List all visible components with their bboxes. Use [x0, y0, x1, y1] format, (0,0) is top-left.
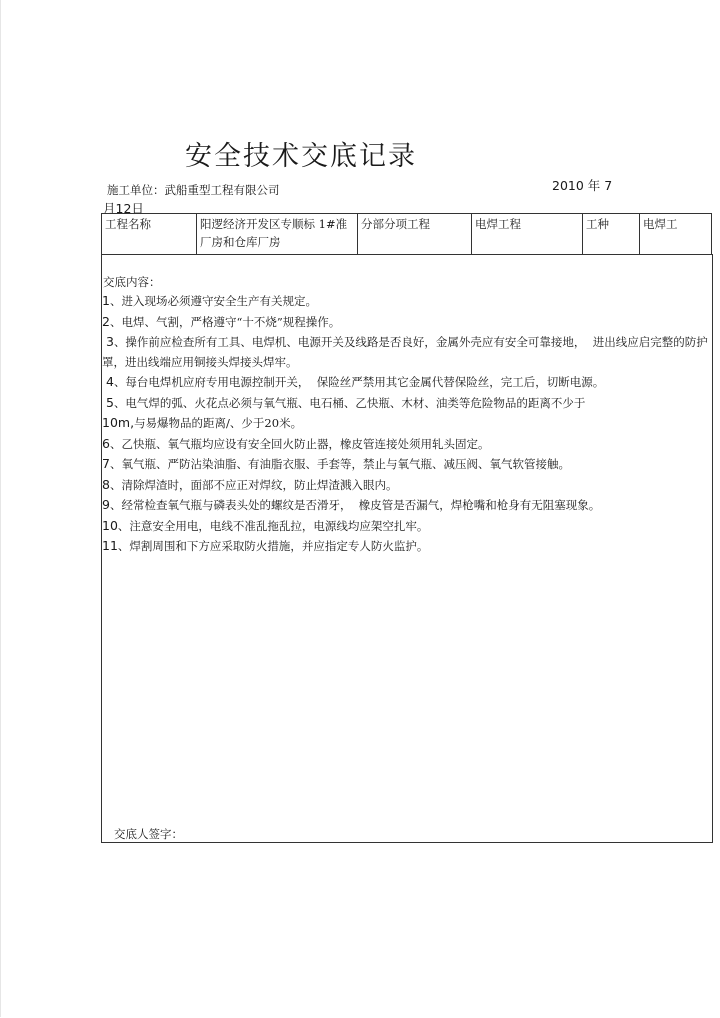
signature-label: 交底人签字： [114, 827, 183, 841]
list-item: 3、操作前应检查所有工具、电焊机、电源开关及线路是否良好，金属外壳应有安全可靠接地， 进出线应启完整的防护罩，进出线端应用铜接头焊接头焊牢。 [102, 334, 708, 369]
trade-value: 电焊工 [640, 214, 712, 255]
list-item: 4、每台电焊机应府专用电源控制开关， 保险丝严禁用其它金属代替保险丝，完工后，切断电源。 [102, 374, 605, 389]
project-name-label: 工程名称 [102, 214, 197, 255]
list-item: 2、电焊、气割，严格遵守“十不烧”规程操作。 [102, 313, 341, 329]
trade-label: 工种 [583, 214, 640, 255]
list-item: 11、焊割周围和下方应采取防火措施，并应指定专人防火监护。 [102, 538, 429, 553]
list-item: 7、氧气瓶、严防沾染油脂、有油脂衣服、手套等，禁止与氧气瓶、减压阀、氧气软管接触。 [102, 456, 570, 471]
instruction-list [102, 291, 712, 557]
header-table [101, 213, 712, 255]
project-name-value: 阳逻经济开发区专顺标 1#准厂房和仓库厂房 [197, 214, 358, 255]
sub-project-label: 分部分项工程 [358, 214, 472, 255]
list-item: 5、电气焊的弧、火花点必须与氧气瓶、电石桶、乙快瓶、木材、油类等危险物品的距离不少于 [102, 394, 586, 410]
date-day: 月12日 [103, 201, 144, 216]
list-item: 10m,与易爆物品的距离/、少于20米。 [102, 415, 303, 430]
list-item: 6、乙快瓶、氧气瓶均应设有安全回火防止器，橡皮管连接处须用轧头固定。 [102, 435, 490, 451]
content-label: 交底内容： [103, 275, 161, 289]
list-item: 9、经常检查氧气瓶与磷表头处的螺纹是否滑牙， 橡皮管是否漏气，焊枪嘴和枪身有无阻塞现象。 [102, 497, 601, 512]
sub-project-value: 电焊工程 [472, 214, 583, 255]
document-title: 安全技术交底记录 [185, 141, 417, 172]
construction-unit: 施工单位：武船重型工程有限公司 [107, 183, 280, 197]
list-item: 10、注意安全用电，电线不准乱拖乱拉，电源线均应架空扎牢。 [102, 517, 429, 533]
list-item: 1、进入现场必须遵守安全生产有关规定。 [102, 293, 317, 308]
list-item: 8、清除焊渣时，面部不应正对焊纹，防止焊渣溅入眼内。 [102, 476, 398, 492]
content-box [101, 254, 713, 843]
date-year-month: 2010 年 7 [552, 178, 613, 193]
